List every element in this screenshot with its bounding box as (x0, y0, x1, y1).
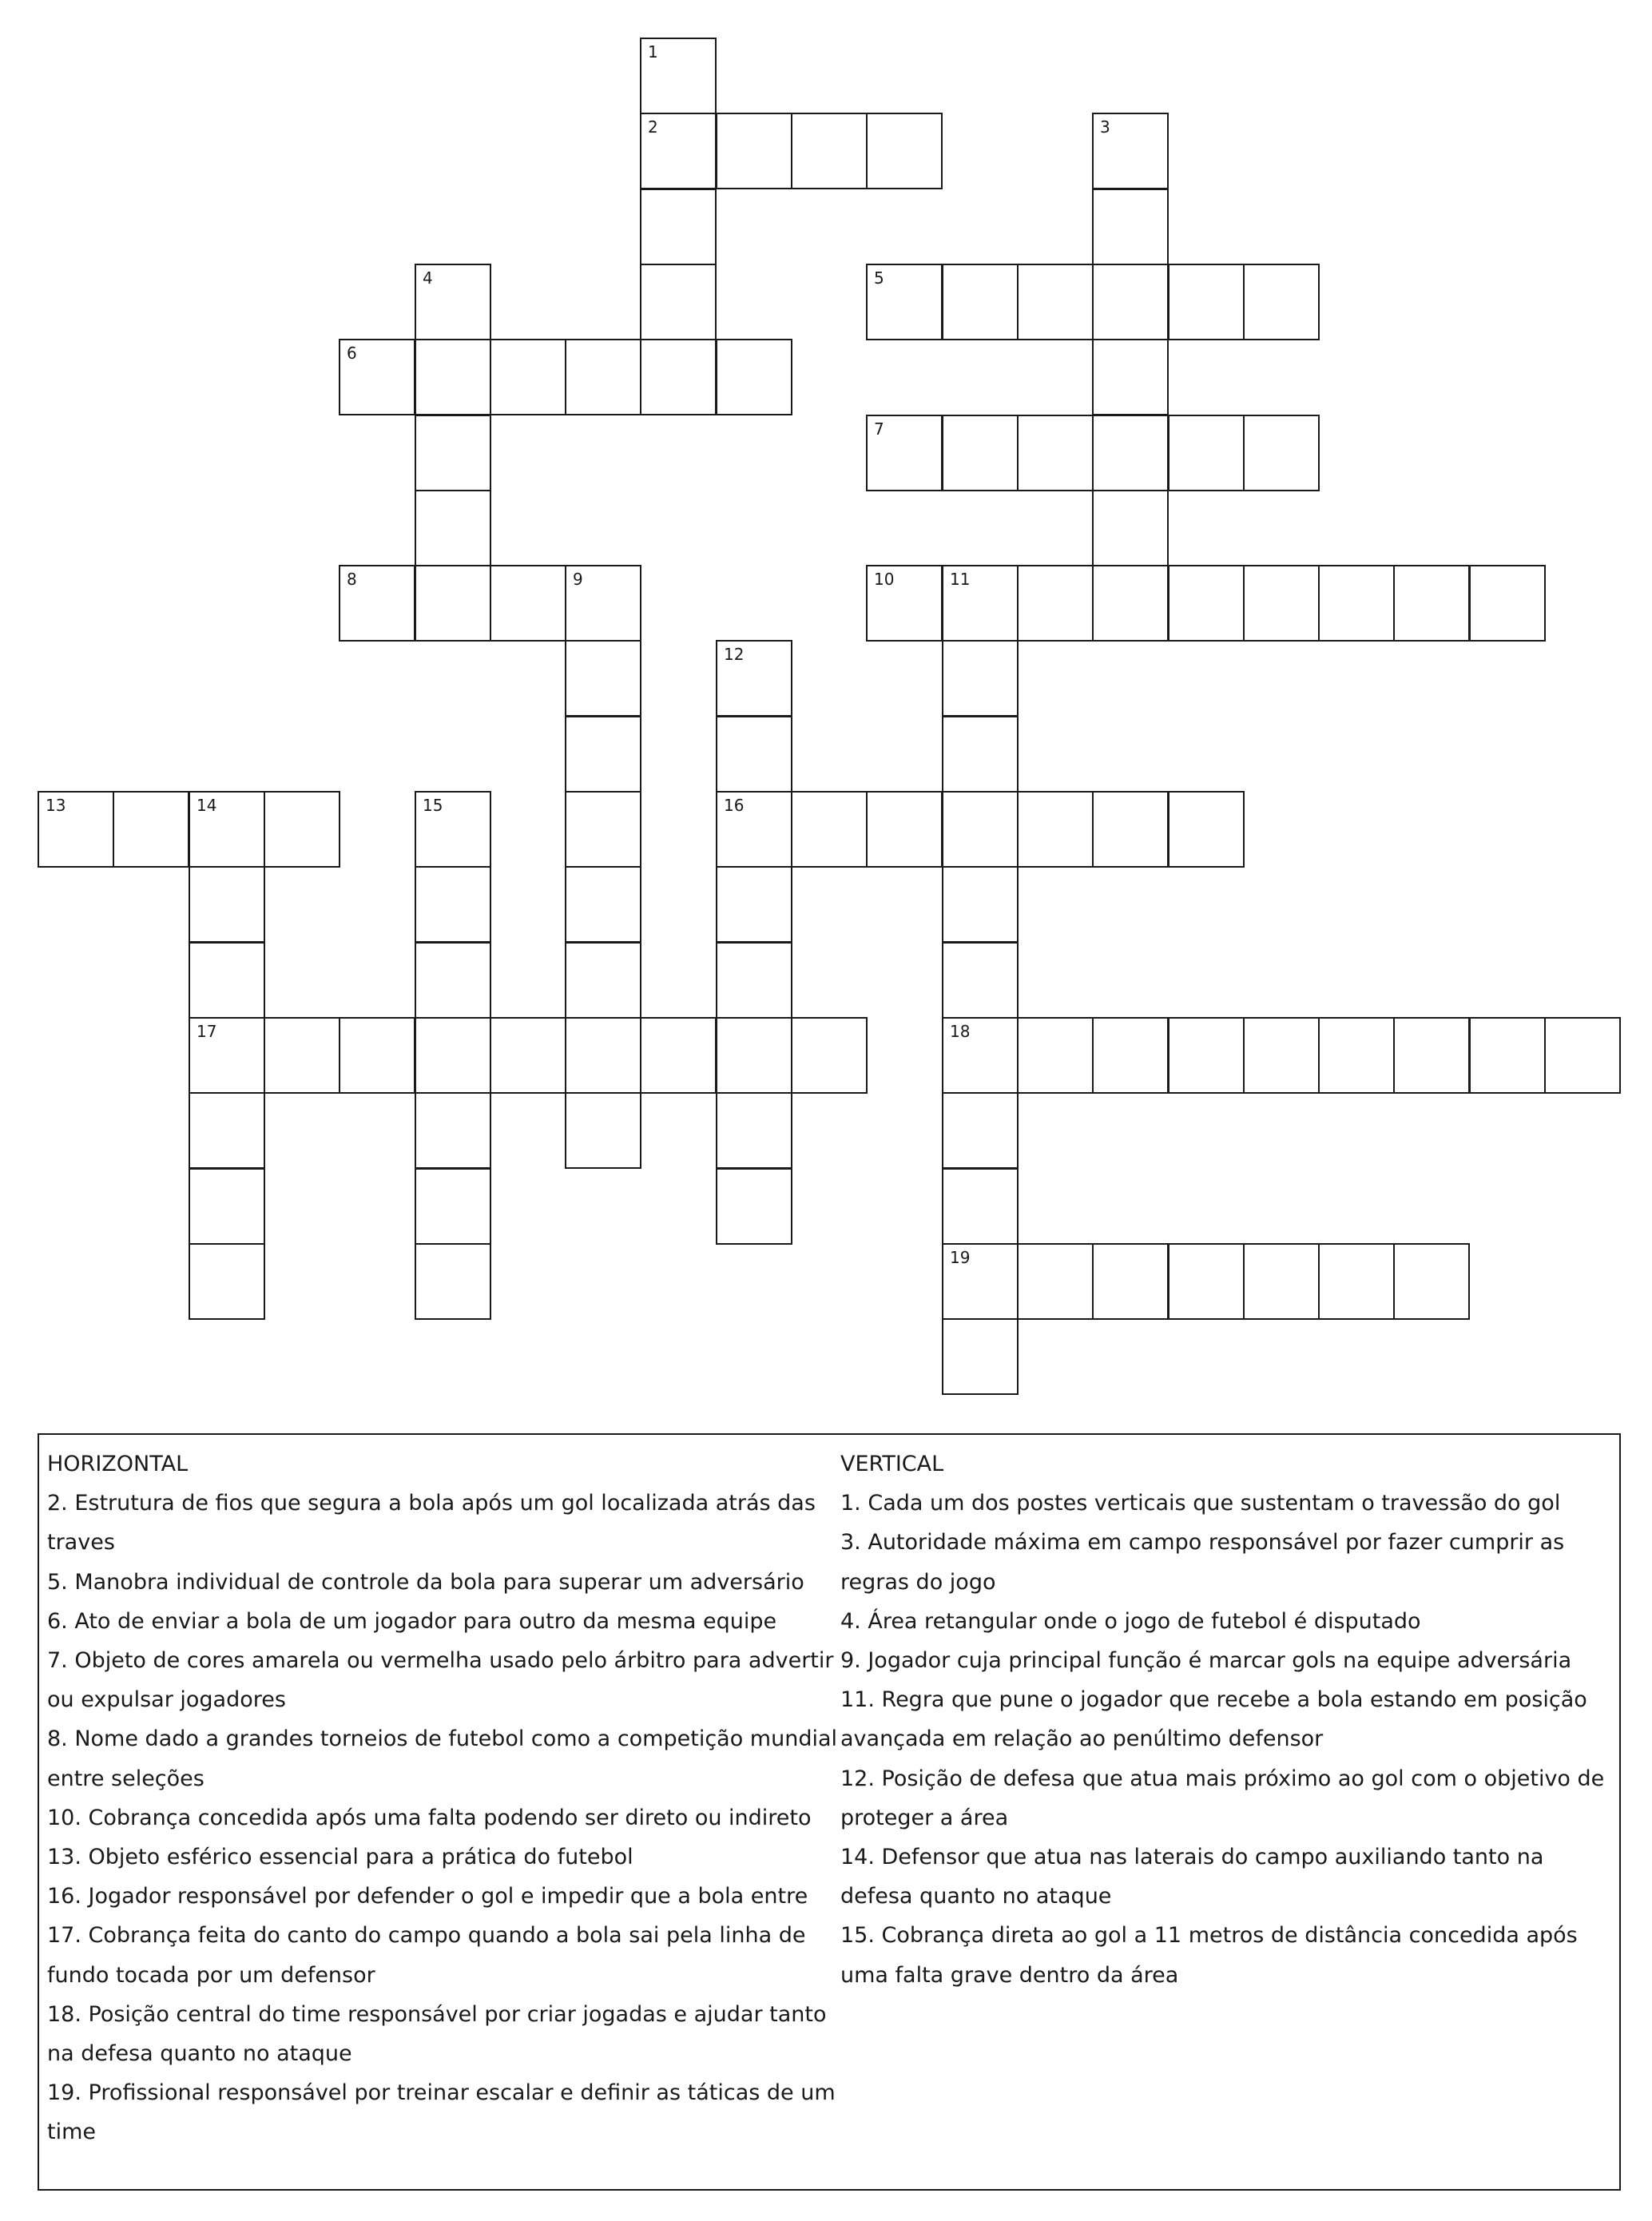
clue-vertical-1: 1. Cada um dos postes verticais que sustentam o travessão do gol (840, 1491, 1561, 1516)
grid-cell[interactable] (415, 1243, 491, 1320)
clue-number: 10 (874, 570, 895, 589)
grid-cell[interactable] (866, 415, 943, 491)
grid-cell[interactable] (640, 339, 717, 415)
grid-cell[interactable] (189, 1243, 265, 1320)
clue-horizontal-10: 10. Cobrança concedida após uma falta podendo ser direto ou indireto (47, 1805, 812, 1830)
clue-number: 12 (724, 645, 745, 664)
grid-cell[interactable] (415, 264, 491, 340)
grid-cell[interactable] (38, 791, 114, 868)
clues-box (38, 1433, 1621, 2191)
clue-horizontal-2: 2. Estrutura de fios que segura a bola após um gol localizada atrás das traves (47, 1491, 816, 1555)
grid-cell[interactable] (942, 942, 1019, 1019)
grid-cell[interactable] (565, 942, 641, 1019)
clue-number: 19 (950, 1248, 971, 1267)
grid-cell[interactable] (1017, 415, 1094, 491)
grid-cell[interactable] (1318, 1017, 1395, 1094)
grid-cell[interactable] (942, 866, 1019, 943)
grid-cell[interactable] (1017, 791, 1094, 868)
grid-cell[interactable] (640, 38, 717, 114)
grid-cell[interactable] (640, 189, 717, 265)
clue-horizontal-18: 18. Posição central do time responsável por criar jogadas e ajudar tanto na defesa quanto no ataque (47, 2001, 827, 2067)
grid-cell[interactable] (866, 264, 943, 340)
clue-vertical-9: 9. Jogador cuja principal função é marcar gols na equipe adversária (840, 1648, 1572, 1674)
grid-cell[interactable] (415, 490, 491, 566)
clue-vertical-11: 11. Regra que pune o jogador que recebe a bola estando em posição avançada em relação ao penúltimo defensor (840, 1687, 1587, 1752)
grid-cell[interactable] (640, 1017, 717, 1094)
grid-cell[interactable] (189, 1168, 265, 1245)
clue-horizontal-16: 16. Jogador responsável por defender o gol e impedir que a bola entre (47, 1884, 808, 1909)
grid-cell[interactable] (1243, 1243, 1320, 1320)
grid-cell[interactable] (339, 339, 415, 415)
grid-cell[interactable] (1243, 565, 1320, 642)
grid-cell[interactable] (1017, 264, 1094, 340)
grid-cell[interactable] (1092, 113, 1169, 189)
clue-number: 2 (648, 117, 658, 137)
grid-cell[interactable] (415, 1168, 491, 1245)
grid-cell[interactable] (791, 791, 868, 868)
clue-number: 6 (347, 344, 357, 363)
grid-cell[interactable] (716, 1092, 792, 1169)
grid-cell[interactable] (716, 339, 792, 415)
grid-cell[interactable] (866, 565, 943, 642)
grid-cell[interactable] (1168, 791, 1245, 868)
grid-cell[interactable] (791, 1017, 868, 1094)
grid-cell[interactable] (565, 640, 641, 717)
grid-cell[interactable] (1092, 565, 1169, 642)
clue-vertical-3: 3. Autoridade máxima em campo responsável por fazer cumprir as regras do jogo (840, 1530, 1565, 1595)
grid-cell[interactable] (716, 1017, 792, 1094)
grid-cell[interactable] (942, 1243, 1019, 1320)
grid-cell[interactable] (942, 264, 1019, 340)
grid-cell[interactable] (189, 1092, 265, 1169)
clue-number: 15 (423, 796, 443, 815)
grid-cell[interactable] (1092, 189, 1169, 265)
grid-cell[interactable] (866, 791, 943, 868)
grid-cell[interactable] (1017, 565, 1094, 642)
vertical-clues-title: VERTICAL (840, 1452, 944, 1476)
horizontal-clues-column (47, 1444, 838, 2152)
grid-cell[interactable] (490, 565, 566, 642)
clue-number: 14 (197, 796, 217, 815)
clue-number: 16 (724, 796, 745, 815)
grid-cell[interactable] (1318, 565, 1395, 642)
grid-cell[interactable] (113, 791, 189, 868)
grid-cell[interactable] (339, 1017, 415, 1094)
grid-cell[interactable] (1168, 1017, 1245, 1094)
grid-cell[interactable] (565, 866, 641, 943)
grid-cell[interactable] (640, 264, 717, 340)
grid-cell[interactable] (415, 866, 491, 943)
clue-vertical-14: 14. Defensor que atua nas laterais do campo auxiliando tanto na defesa quanto no ataque (840, 1845, 1544, 1909)
clue-number: 5 (874, 268, 884, 288)
grid-cell[interactable] (565, 1017, 641, 1094)
grid-cell[interactable] (415, 942, 491, 1019)
clue-number: 3 (1100, 117, 1110, 137)
grid-cell[interactable] (565, 1092, 641, 1169)
grid-cell[interactable] (1092, 1017, 1169, 1094)
grid-cell[interactable] (565, 716, 641, 793)
grid-cell[interactable] (1092, 791, 1169, 868)
grid-cell[interactable] (1393, 1017, 1470, 1094)
grid-cell[interactable] (1393, 565, 1470, 642)
grid-cell[interactable] (1168, 1243, 1245, 1320)
clue-vertical-4: 4. Área retangular onde o jogo de futebol é disputado (840, 1608, 1421, 1634)
grid-cell[interactable] (1017, 1243, 1094, 1320)
grid-cell[interactable] (565, 565, 641, 642)
grid-cell[interactable] (1544, 1017, 1621, 1094)
grid-cell[interactable] (1092, 339, 1169, 415)
grid-cell[interactable] (490, 1017, 566, 1094)
grid-cell[interactable] (415, 1092, 491, 1169)
grid-cell[interactable] (1318, 1243, 1395, 1320)
clue-horizontal-17: 17. Cobrança feita do canto do campo quando a bola sai pela linha de fundo tocada por um defensor (47, 1923, 806, 1988)
grid-cell[interactable] (415, 565, 491, 642)
grid-cell[interactable] (716, 1168, 792, 1245)
grid-cell[interactable] (942, 565, 1019, 642)
grid-cell[interactable] (640, 113, 717, 189)
grid-cell[interactable] (942, 1017, 1019, 1094)
grid-cell[interactable] (716, 791, 792, 868)
grid-cell[interactable] (1469, 565, 1546, 642)
grid-cell[interactable] (1243, 415, 1320, 491)
grid-cell[interactable] (1168, 415, 1245, 491)
grid-cell[interactable] (1092, 264, 1169, 340)
clue-horizontal-5: 5. Manobra individual de controle da bola para superar um adversário (47, 1569, 804, 1595)
clue-number: 17 (197, 1022, 217, 1041)
grid-cell[interactable] (1017, 1017, 1094, 1094)
grid-cell[interactable] (942, 716, 1019, 793)
grid-cell[interactable] (1469, 1017, 1546, 1094)
clue-number: 1 (648, 42, 658, 62)
clue-horizontal-7: 7. Objeto de cores amarela ou vermelha usado pelo árbitro para advertir ou expulsar jogadores (47, 1648, 834, 1713)
clue-vertical-12: 12. Posição de defesa que atua mais próximo ao gol com o objetivo de proteger a área (840, 1766, 1605, 1830)
clue-number: 9 (573, 570, 583, 589)
grid-cell[interactable] (1393, 1243, 1470, 1320)
clue-horizontal-6: 6. Ato de enviar a bola de um jogador para outro da mesma equipe (47, 1608, 777, 1634)
grid-cell[interactable] (415, 415, 491, 491)
grid-cell[interactable] (1243, 1017, 1320, 1094)
grid-cell[interactable] (490, 339, 566, 415)
grid-cell[interactable] (942, 415, 1019, 491)
grid-cell[interactable] (791, 113, 868, 189)
clue-number: 8 (347, 570, 357, 589)
horizontal-clues-title: HORIZONTAL (47, 1452, 189, 1476)
grid-cell[interactable] (1092, 1243, 1169, 1320)
grid-cell[interactable] (415, 791, 491, 868)
grid-cell[interactable] (1168, 264, 1245, 340)
grid-cell[interactable] (942, 1168, 1019, 1245)
clue-horizontal-19: 19. Profissional responsável por treinar escalar e definir as táticas de um time (47, 2080, 836, 2145)
vertical-clues-column (840, 1444, 1615, 1995)
grid-cell[interactable] (716, 716, 792, 793)
grid-cell[interactable] (339, 565, 415, 642)
clue-horizontal-13: 13. Objeto esférico essencial para a prática do futebol (47, 1845, 633, 1870)
grid-cell[interactable] (716, 942, 792, 1019)
grid-cell[interactable] (1092, 490, 1169, 566)
grid-cell[interactable] (264, 1017, 340, 1094)
grid-cell[interactable] (189, 791, 265, 868)
grid-cell[interactable] (942, 791, 1019, 868)
grid-cell[interactable] (942, 1318, 1019, 1395)
clue-number: 11 (950, 570, 971, 589)
grid-cell[interactable] (1092, 415, 1169, 491)
grid-cell[interactable] (565, 339, 641, 415)
grid-cell[interactable] (189, 866, 265, 943)
clue-horizontal-8: 8. Nome dado a grandes torneios de futebol como a competição mundial entre seleções (47, 1726, 838, 1791)
grid-cell[interactable] (716, 113, 792, 189)
grid-cell[interactable] (415, 1017, 491, 1094)
grid-cell[interactable] (942, 1092, 1019, 1169)
grid-cell[interactable] (716, 866, 792, 943)
grid-cell[interactable] (716, 640, 792, 717)
clue-number: 18 (950, 1022, 971, 1041)
grid-cell[interactable] (565, 791, 641, 868)
clue-number: 13 (46, 796, 66, 815)
grid-cell[interactable] (942, 640, 1019, 717)
clue-number: 4 (423, 268, 433, 288)
grid-cell[interactable] (415, 339, 491, 415)
clue-number: 7 (874, 419, 884, 439)
grid-cell[interactable] (189, 1017, 265, 1094)
grid-cell[interactable] (1168, 565, 1245, 642)
grid-cell[interactable] (1243, 264, 1320, 340)
grid-cell[interactable] (264, 791, 340, 868)
grid-cell[interactable] (189, 942, 265, 1019)
clue-vertical-15: 15. Cobrança direta ao gol a 11 metros de distância concedida após uma falta grave dentro da área (840, 1923, 1578, 1988)
grid-cell[interactable] (866, 113, 943, 189)
